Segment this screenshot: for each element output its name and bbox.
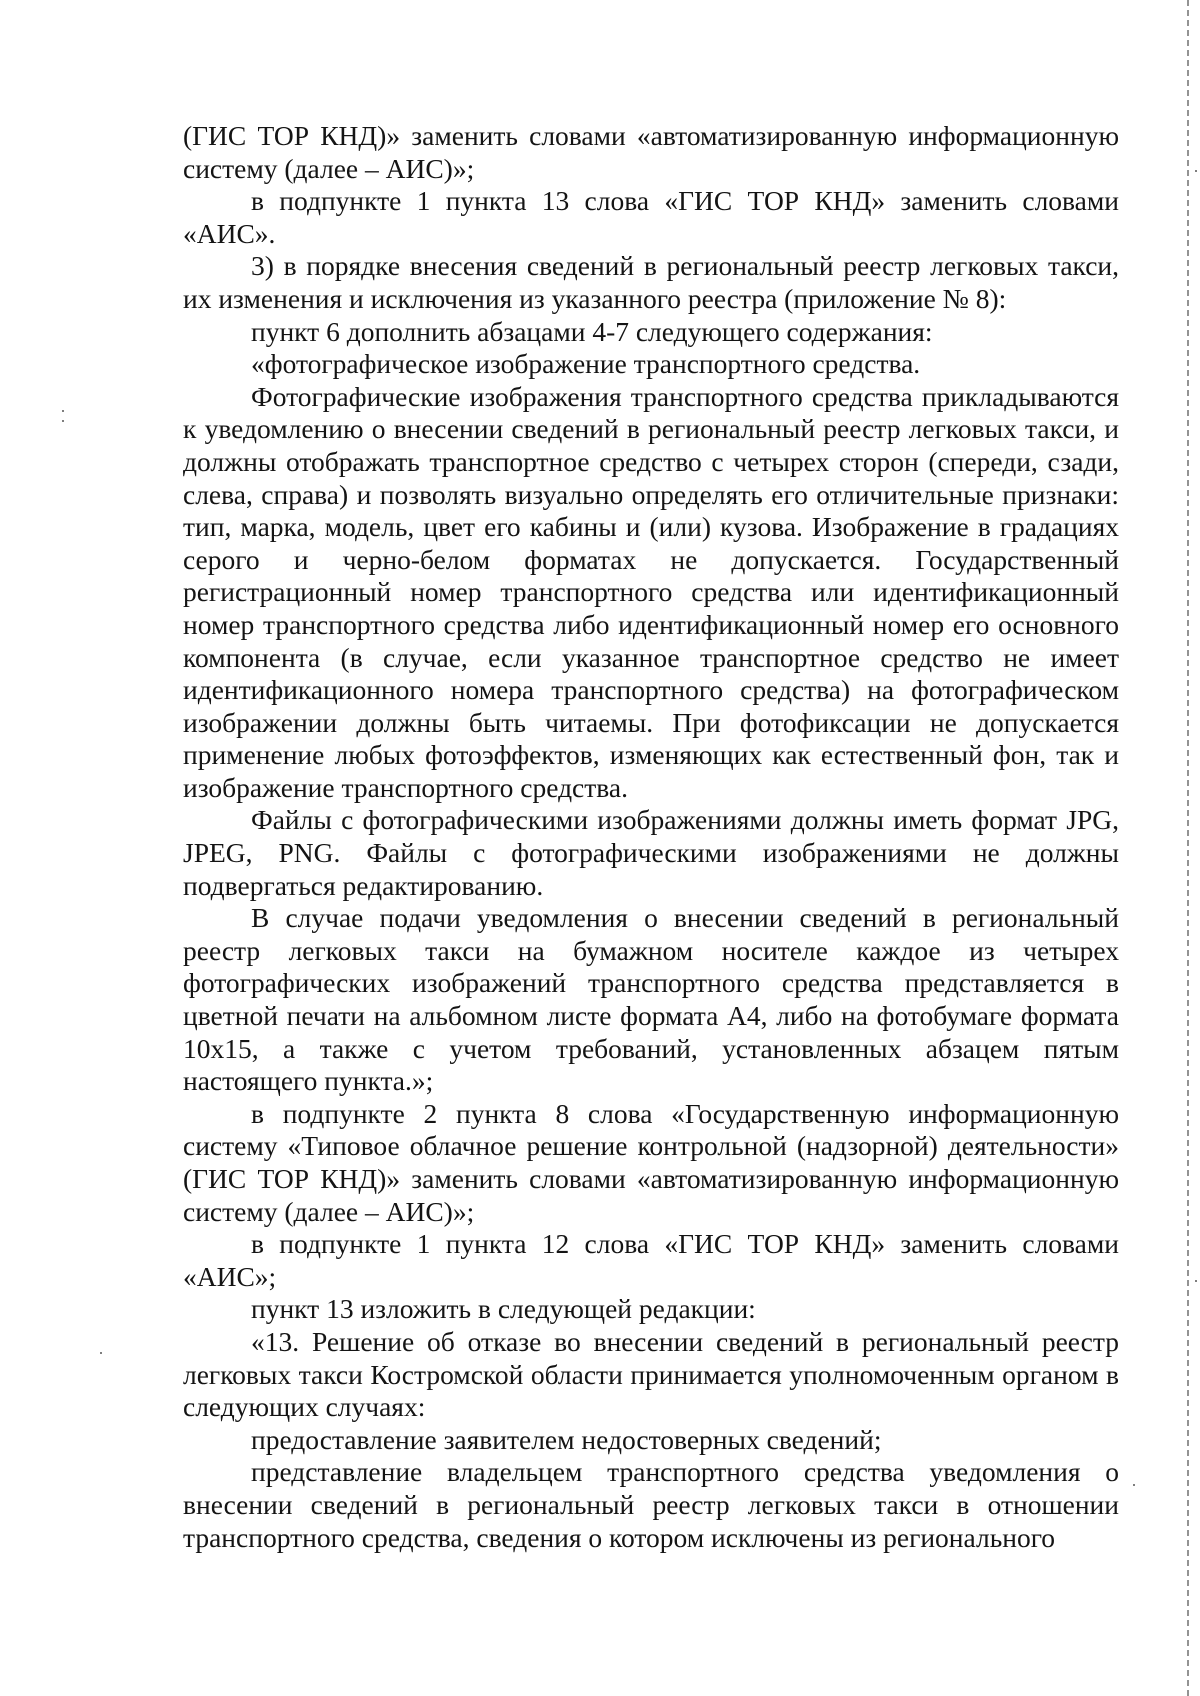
paragraph-subpoint-1-point-13: в подпункте 1 пункта 13 слова «ГИС ТОР КНД» заменить словами «АИС». xyxy=(183,185,1119,249)
document-body xyxy=(183,120,1119,1554)
paragraph-continuation: (ГИС ТОР КНД)» заменить словами «автоматизированную информационную систему (далее – АИС)»; xyxy=(183,120,1119,184)
scan-speck xyxy=(1195,170,1197,172)
scan-speck xyxy=(1133,1484,1135,1486)
paragraph-point-13-text: «13. Решение об отказе во внесении сведений в региональный реестр легковых такси Костромской области принимается уполномоченным органом в следующих случаях: xyxy=(183,1325,1119,1423)
scan-speck xyxy=(62,410,64,412)
paragraph-photo-image: «фотографическое изображение транспортного средства. xyxy=(251,348,921,380)
paragraph-false-info: предоставление заявителем недостоверных сведений; xyxy=(251,1423,882,1455)
paragraph-excluded-vehicle: представление владельцем транспортного средства уведомления о внесении сведений в региональный реестр легковых такси в отношении транспортного средства, сведения о котором исключены из регионального xyxy=(183,1456,1119,1553)
scan-speck xyxy=(1195,1280,1197,1282)
paragraph-subpoint-1-point-12: в подпункте 1 пункта 12 слова «ГИС ТОР КНД» заменить словами «АИС»; xyxy=(183,1228,1119,1292)
paragraph-paper-submission: В случае подачи уведомления о внесении сведений в региональный реестр легковых такси на бумажном носителе каждое из четырех фотографических изображений транспортного средства представляется в цветной печати на альбомном листе формата А4, либо на фотобумаге формата 10х15, а также с учетом требований, установленных абзацем пятым настоящего пункта.»; xyxy=(183,902,1119,1097)
paragraph-point-13-restate: пункт 13 изложить в следующей редакции: xyxy=(251,1293,756,1325)
scan-speck xyxy=(100,1352,102,1354)
paragraph-file-formats: Файлы с фотографическими изображениями должны иметь формат JPG, JPEG, PNG. Файлы с фотографическими изображениями не должны подвергаться редактированию. xyxy=(183,804,1119,901)
paragraph-point-6-amend: пункт 6 дополнить абзацами 4-7 следующего содержания: xyxy=(251,315,933,347)
paragraph-photo-requirements: Фотографические изображения транспортного средства прикладываются к уведомлению о внесении сведений в региональный реестр легковых такси, и должны отображать транспортное средство с четырех сторон (спереди, сзади, слева, справа) и позволять визуально определять его отличительные признаки: тип, марка, модель, цвет его кабины и (или) кузова. Изображение в градациях серого и черно-белом форматах не допускается. Государственный регистрационный номер транспортного средства или идентификационный номер транспортного средства либо идентификационный номер его основного компонента (в случае, если указанное транспортное средство не имеет идентификационного номера транспортного средства) на фотографическом изображении должны быть читаемы. При фотофиксации не допускается применение любых фотоэффектов, изменяющих как естественный фон, так и изображение транспортного средства. xyxy=(183,380,1119,803)
scan-speck xyxy=(62,420,64,422)
paragraph-item-3: 3) в порядке внесения сведений в региональный реестр легковых такси, их изменения и исключения из указанного реестра (приложение № 8): xyxy=(183,250,1119,314)
scan-edge-line xyxy=(1187,0,1189,1696)
paragraph-subpoint-2-point-8: в подпункте 2 пункта 8 слова «Государственную информационную систему «Типовое облачное решение контрольной (надзорной) деятельности» (ГИС ТОР КНД)» заменить словами «автоматизированную информационную систему (далее – АИС)»; xyxy=(183,1097,1119,1227)
